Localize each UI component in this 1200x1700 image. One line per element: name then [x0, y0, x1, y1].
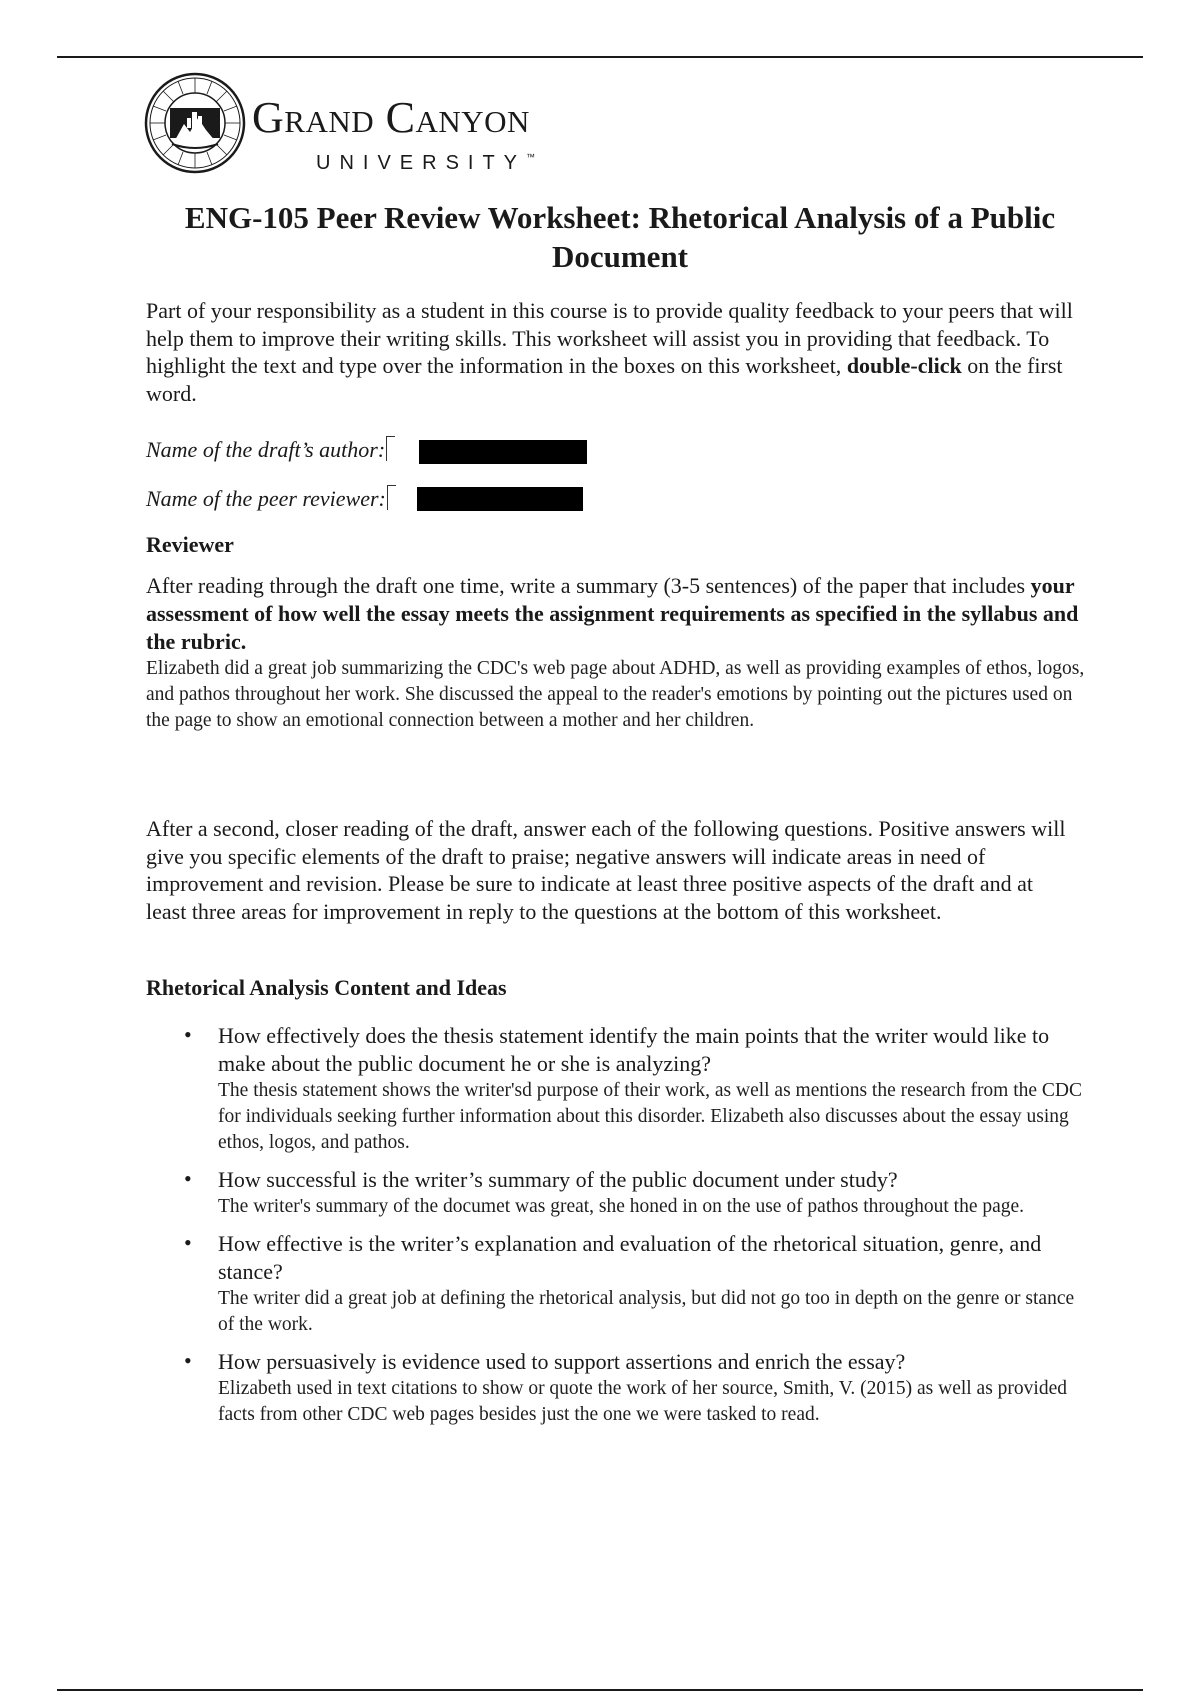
worksheet-title: ENG-105 Peer Review Worksheet: Rhetorical Analysis of a Public Document [184, 200, 1056, 274]
bottom-rule [57, 1689, 1143, 1691]
rhetorical-heading: Rhetorical Analysis Content and Ideas [146, 975, 507, 1000]
summary-prompt-bold: your assessment of how well the essay meets the assignment requirements as specified in the syllabus and the rubric. [146, 573, 1079, 654]
university-seal-icon [144, 72, 246, 174]
author-field [146, 436, 395, 463]
summary-prompt [146, 572, 1086, 656]
author-redaction [419, 440, 587, 464]
answer-text[interactable]: The writer did a great job at defining the rhetorical analysis, but did not go too in depth on the genre or stance of the work. [218, 1288, 1075, 1335]
university-name [252, 92, 530, 143]
bullet-icon: • [184, 1348, 192, 1373]
question-text: How persuasively is evidence used to support assertions and enrich the essay? [218, 1349, 906, 1374]
university-logo [144, 72, 604, 176]
question-text: How effective is the writer’s explanation and evaluation of the rhetorical situation, genre, and stance? [218, 1231, 1042, 1284]
university-subtitle-text: UNIVERSITY [316, 152, 527, 174]
question-text: How effectively does the thesis statement identify the main points that the writer would like to make about the public document he or she is analyzing? [218, 1023, 1050, 1076]
second-reading-paragraph: After a second, closer reading of the draft, answer each of the following questions. Positive answers will give you specific elements of the draft to praise; negative answers will indicate areas in need of improvement and revision. Please be sure to indicate at least three positive aspects of the draft and at least three areas for improvement in reply to the questions at the bottom of this worksheet. [146, 816, 1066, 924]
answer-text[interactable]: The thesis statement shows the writer'sd purpose of their work, as well as mentions the research from the CDC for individuals seeking further information about this disorder. Elizabeth also discusses about the essay using ethos, logos, and pathos. [218, 1080, 1083, 1153]
intro-text: Part of your responsibility as a student in this course is to provide quality feedback to your peers that will help them to improve their writing skills. This worksheet will assist you in providing that feedback. To highlight the text and type over the information in the boxes on this worksheet, [146, 298, 1073, 378]
reviewer-label: Name of the peer reviewer: [146, 486, 386, 511]
intro-text-end: on the first word. [146, 353, 1063, 406]
university-name-text: Grand Canyon [252, 93, 530, 142]
author-text-field[interactable] [386, 436, 395, 461]
list-item [146, 1230, 1086, 1338]
question-list [146, 1022, 1086, 1438]
university-subtitle [316, 152, 535, 175]
reviewer-text-field[interactable] [387, 485, 396, 510]
reviewer-redaction [417, 487, 583, 511]
bullet-icon: • [184, 1166, 192, 1191]
summary-answer[interactable]: Elizabeth did a great job summarizing the CDC's web page about ADHD, as well as providing examples of ethos, logos, and pathos throughout her work. She discussed the appeal to the reader's emotions by pointing out the pictures used on the page to show an emotional connection between a mother and her children. [146, 658, 1085, 731]
bullet-icon: • [184, 1230, 192, 1255]
question-text: How successful is the writer’s summary of the public document under study? [218, 1167, 898, 1192]
answer-text[interactable]: The writer's summary of the documet was great, she honed in on the use of pathos throughout the page. [218, 1196, 1025, 1217]
list-item [146, 1022, 1086, 1156]
list-item [146, 1166, 1086, 1220]
top-rule [57, 56, 1143, 58]
summary-prompt-text: After reading through the draft one time, write a summary (3-5 sentences) of the paper that includes [146, 573, 1031, 598]
trademark-mark: ™ [526, 152, 536, 162]
author-label: Name of the draft’s author: [146, 437, 386, 462]
reviewer-field [146, 485, 396, 512]
intro-bold-text: double-click [846, 353, 962, 378]
intro-paragraph [146, 297, 1086, 407]
bullet-icon: • [184, 1022, 192, 1047]
list-item [146, 1348, 1086, 1428]
answer-text[interactable]: Elizabeth used in text citations to show or quote the work of her source, Smith, V. (2015) as well as provided facts from other CDC web pages besides just the one we were tasked to read. [218, 1378, 1067, 1425]
reviewer-heading: Reviewer [146, 532, 234, 557]
